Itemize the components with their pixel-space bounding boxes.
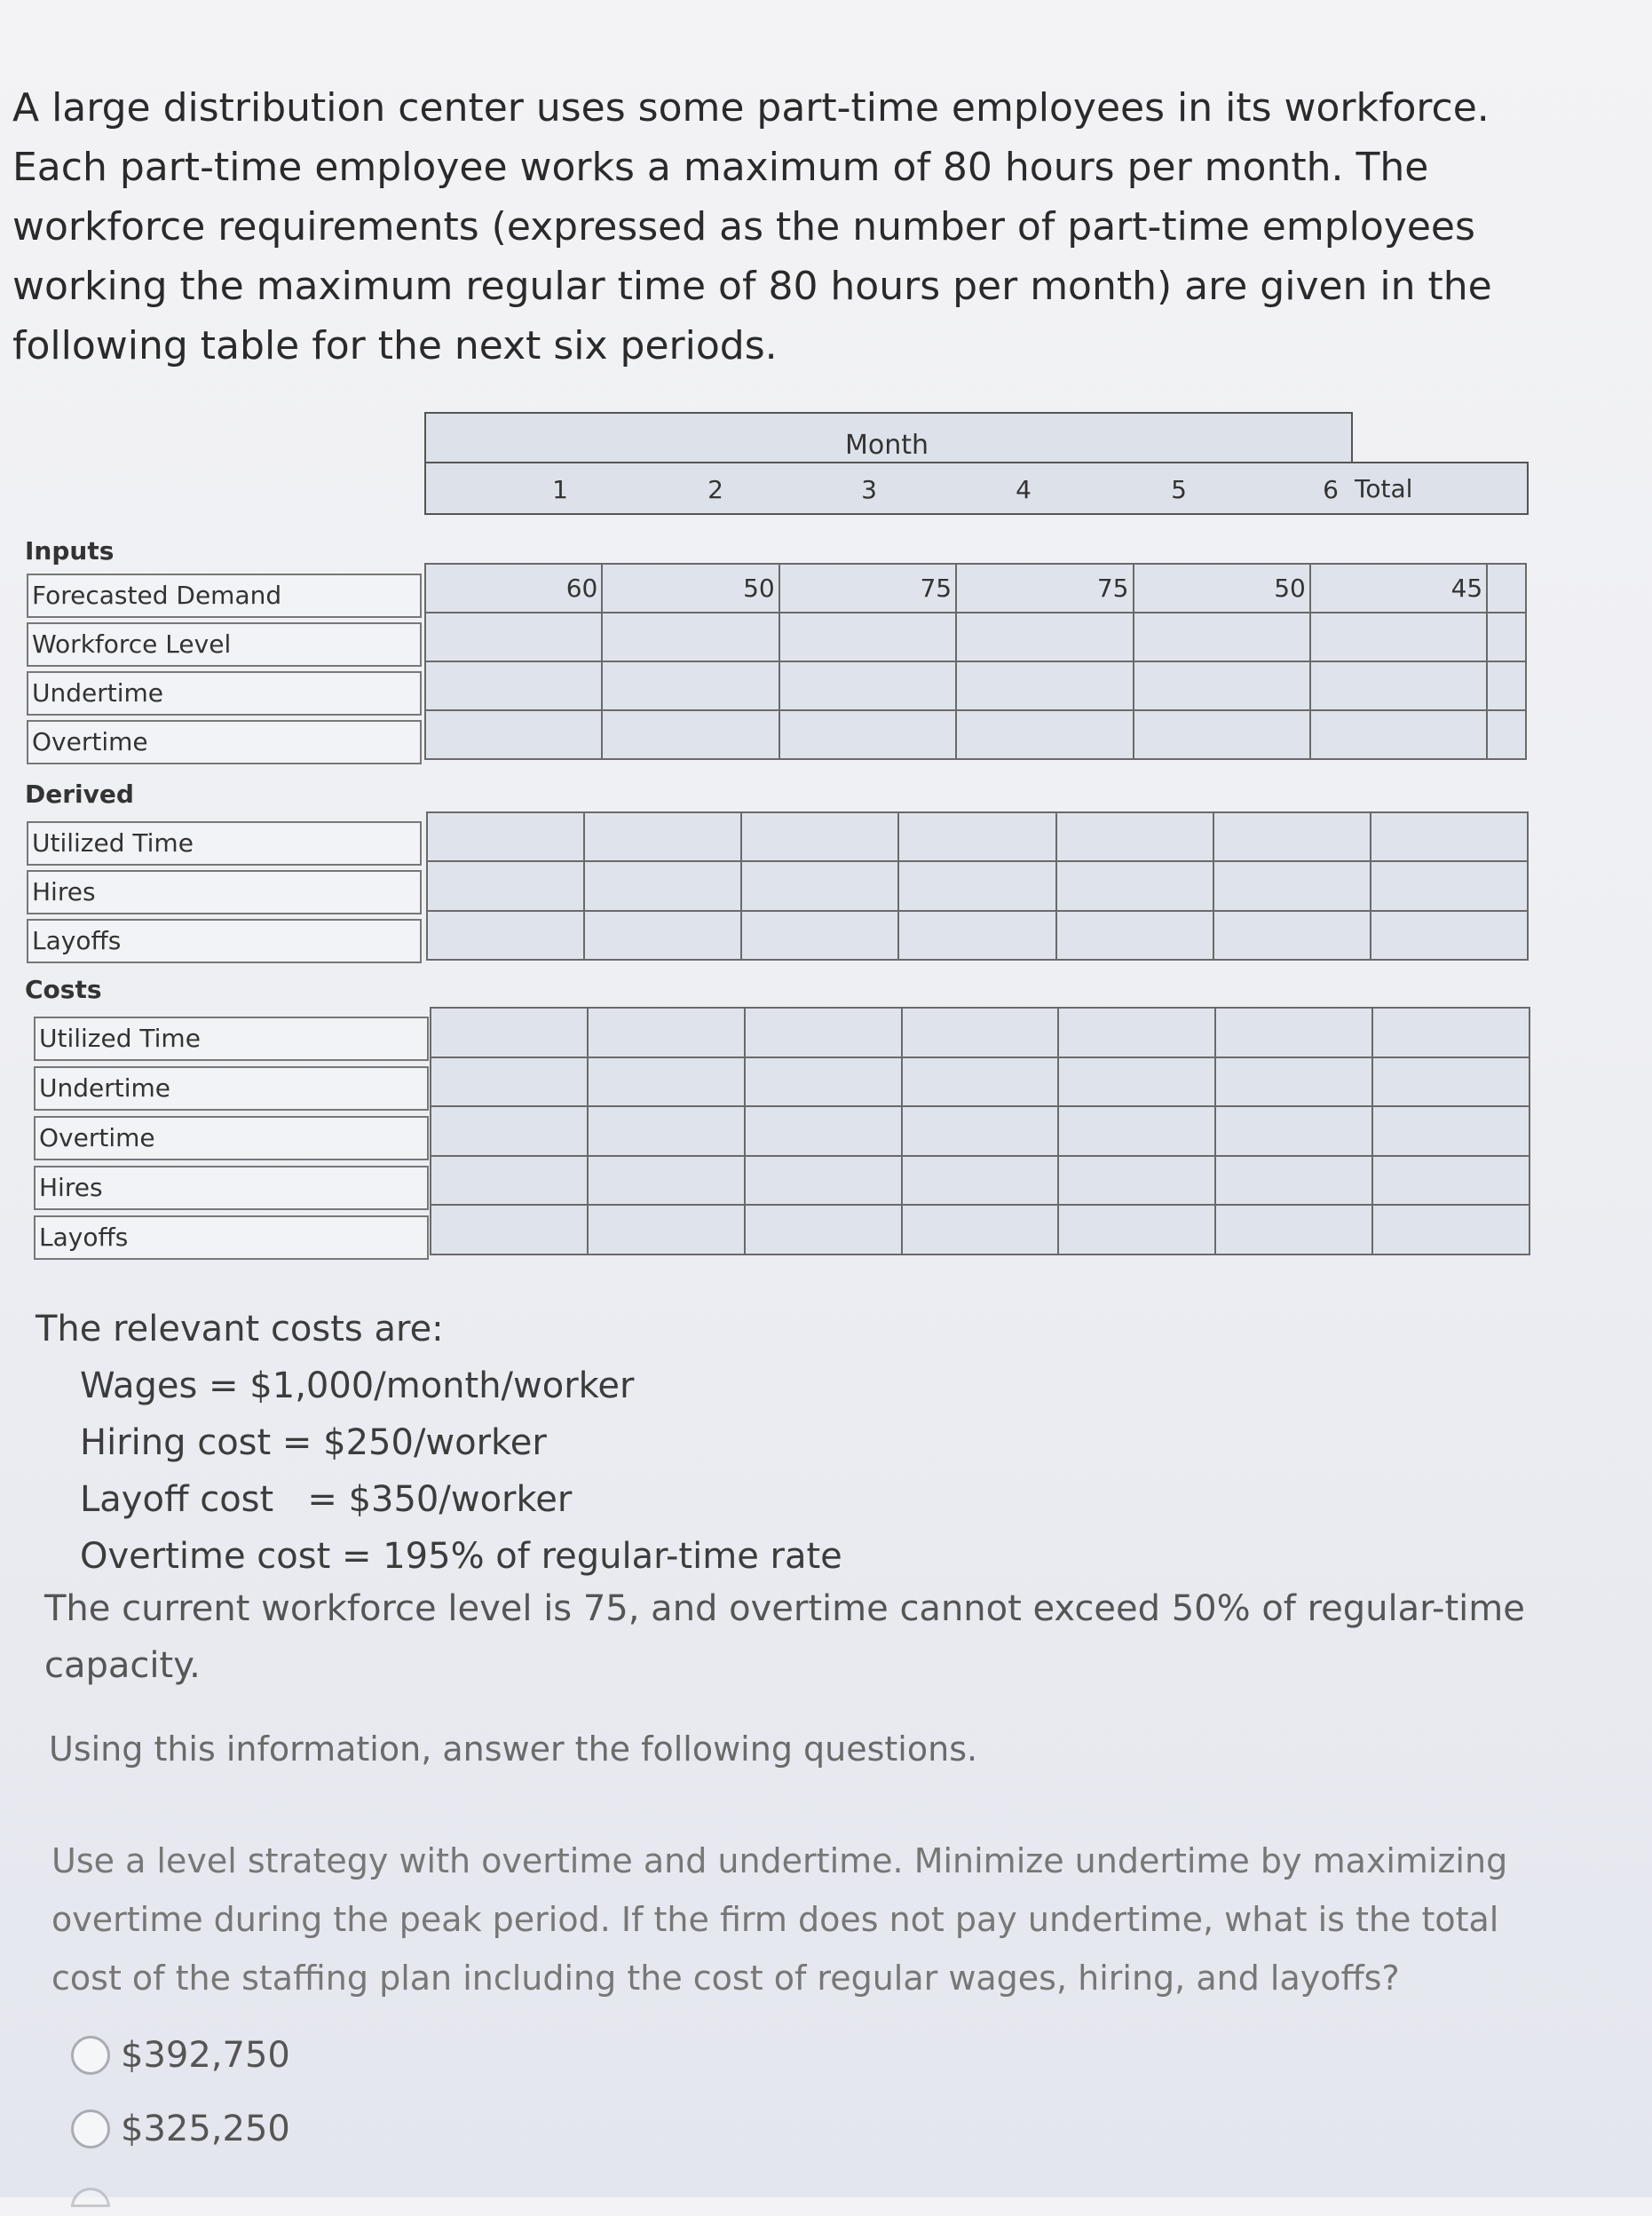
month-header: Month	[844, 430, 929, 461]
cell	[902, 1205, 1059, 1254]
cell	[741, 812, 898, 861]
row-label-forecasted-demand: Forecasted Demand	[27, 574, 422, 618]
row-label-workforce-level: Workforce Level	[27, 622, 422, 667]
table-row	[431, 1106, 1529, 1156]
cell	[431, 1205, 588, 1254]
cell	[425, 661, 602, 710]
demand-cell: 75	[779, 564, 956, 613]
cell	[1372, 1008, 1529, 1057]
cell	[1134, 613, 1310, 661]
table-row	[431, 1057, 1529, 1107]
cell	[779, 710, 956, 759]
costs-heading: The relevant costs are:	[36, 1309, 444, 1349]
cell	[745, 1057, 902, 1107]
cell	[1058, 1106, 1215, 1156]
cell	[1310, 710, 1487, 759]
cell	[588, 1008, 745, 1057]
total-cell	[1487, 564, 1526, 613]
cell	[1310, 661, 1487, 710]
relevant-costs	[36, 1301, 842, 1585]
cell	[1213, 911, 1371, 960]
cell	[431, 1156, 588, 1206]
option-label: $325,250	[121, 2109, 290, 2149]
table-row	[431, 1008, 1529, 1057]
cell	[902, 1106, 1059, 1156]
cell	[602, 613, 779, 661]
cell	[425, 613, 602, 661]
cell	[745, 1106, 902, 1156]
cell	[431, 1008, 588, 1057]
cell	[779, 613, 956, 661]
cell	[745, 1156, 902, 1206]
cell	[431, 1106, 588, 1156]
cell	[427, 812, 584, 861]
option-label: $392,750	[121, 2035, 290, 2076]
cell	[1134, 710, 1310, 759]
month-1-header: 1	[552, 475, 568, 504]
month-3-header: 3	[861, 475, 877, 504]
cell	[741, 911, 898, 960]
cell	[902, 1156, 1059, 1206]
cell	[1056, 911, 1213, 960]
total-header: Total	[1355, 474, 1413, 503]
cell	[1058, 1156, 1215, 1206]
table-row	[425, 661, 1526, 710]
radio-button[interactable]	[71, 2188, 110, 2207]
cell	[1215, 1156, 1372, 1206]
option-2[interactable]	[71, 2109, 290, 2149]
overtime-cost-line: Overtime cost = 195% of regular-time rate	[80, 1536, 842, 1577]
cell	[741, 861, 898, 910]
month-5-header: 5	[1171, 475, 1187, 504]
cell	[425, 710, 602, 759]
row-label-overtime: Overtime	[27, 720, 422, 764]
demand-cell: 75	[956, 564, 1133, 613]
cell	[1215, 1106, 1372, 1156]
cell	[1058, 1057, 1215, 1107]
table-row	[425, 613, 1526, 661]
radio-button[interactable]	[71, 2036, 110, 2075]
section-derived: Derived	[25, 780, 134, 809]
derived-grid	[426, 811, 1529, 961]
cell	[898, 812, 1055, 861]
table-row	[431, 1156, 1529, 1206]
row-label-utilized-time: Utilized Time	[27, 821, 422, 866]
wages-line: Wages = $1,000/month/worker	[80, 1365, 635, 1406]
cell	[1487, 613, 1526, 661]
workforce-note: The current workforce level is 75, and overtime cannot exceed 50% of regular-time capacity.	[44, 1588, 1525, 1686]
cell	[956, 710, 1133, 759]
row-label-cost-layoffs: Layoffs	[34, 1215, 429, 1260]
cell	[1213, 861, 1371, 910]
cell	[1487, 661, 1526, 710]
month-2-header: 2	[707, 475, 723, 504]
cell	[1372, 1205, 1529, 1254]
cell	[602, 661, 779, 710]
cell	[1372, 1057, 1529, 1107]
table-row	[425, 564, 1526, 613]
cell	[584, 812, 741, 861]
month-6-header: 6	[1323, 475, 1339, 504]
question-text: Use a level strategy with overtime and undertime. Minimize undertime by maximizing overtime during the peak period. If the firm does not pay undertime, what is the total cost of the staffing plan including the cost of regular wages, hiring, and layoffs?	[51, 1841, 1508, 1998]
cell	[588, 1156, 745, 1206]
question-intro: Using this information, answer the following questions.	[49, 1729, 978, 1769]
row-label-layoffs: Layoffs	[27, 919, 422, 963]
cell	[1371, 911, 1528, 960]
table-row	[427, 861, 1528, 910]
table-row	[431, 1205, 1529, 1254]
cell	[602, 710, 779, 759]
cell	[745, 1205, 902, 1254]
table-row	[427, 812, 1528, 861]
cell	[588, 1205, 745, 1254]
row-label-cost-utilized-time: Utilized Time	[34, 1017, 429, 1061]
cell	[1372, 1156, 1529, 1206]
cell	[902, 1057, 1059, 1107]
option-1[interactable]	[71, 2035, 290, 2076]
cell	[427, 911, 584, 960]
cell	[431, 1057, 588, 1107]
cell	[1310, 613, 1487, 661]
cell	[956, 661, 1133, 710]
month-4-header: 4	[1016, 475, 1032, 504]
cell	[1213, 812, 1371, 861]
row-label-cost-overtime: Overtime	[34, 1116, 429, 1160]
cell	[1215, 1008, 1372, 1057]
cell	[584, 911, 741, 960]
cell	[588, 1106, 745, 1156]
table-row	[427, 911, 1528, 960]
row-label-cost-undertime: Undertime	[34, 1066, 429, 1111]
cell	[1056, 812, 1213, 861]
cell	[898, 861, 1055, 910]
demand-cell: 60	[425, 564, 602, 613]
cell	[1058, 1205, 1215, 1254]
cell	[902, 1008, 1059, 1057]
demand-cell: 50	[1134, 564, 1310, 613]
costs-grid	[430, 1007, 1530, 1255]
cell	[745, 1008, 902, 1057]
cell	[1215, 1205, 1372, 1254]
cell	[1215, 1057, 1372, 1107]
cell	[1487, 710, 1526, 759]
row-label-hires: Hires	[27, 870, 422, 914]
row-label-cost-hires: Hires	[34, 1166, 429, 1210]
option-3-cutoff	[71, 2175, 121, 2216]
cell	[588, 1057, 745, 1107]
row-label-undertime: Undertime	[27, 671, 422, 716]
cell	[1056, 861, 1213, 910]
cell	[1134, 661, 1310, 710]
section-costs: Costs	[25, 975, 102, 1004]
table-row	[425, 710, 1526, 759]
cell	[1058, 1008, 1215, 1057]
cell	[584, 861, 741, 910]
cell	[1371, 861, 1528, 910]
cell	[1371, 812, 1528, 861]
cell	[956, 613, 1133, 661]
cell	[1372, 1106, 1529, 1156]
cell	[898, 911, 1055, 960]
problem-intro: A large distribution center uses some part-time employees in its workforce. Each part-time employee works a maximum of 80 hours per month. The workforce requirements (expressed as the number of part-time employees working the maximum regular time of 80 hours per month) are given in the following table for the next six periods.	[12, 85, 1492, 368]
inputs-grid	[424, 563, 1527, 760]
cell	[427, 861, 584, 910]
demand-cell: 45	[1310, 564, 1487, 613]
hiring-cost-line: Hiring cost = $250/worker	[80, 1422, 547, 1463]
demand-cell: 50	[602, 564, 779, 613]
section-inputs: Inputs	[25, 536, 115, 566]
radio-button[interactable]	[71, 2109, 110, 2149]
layoff-cost-line: Layoff cost = $350/worker	[80, 1479, 573, 1520]
cell	[779, 661, 956, 710]
